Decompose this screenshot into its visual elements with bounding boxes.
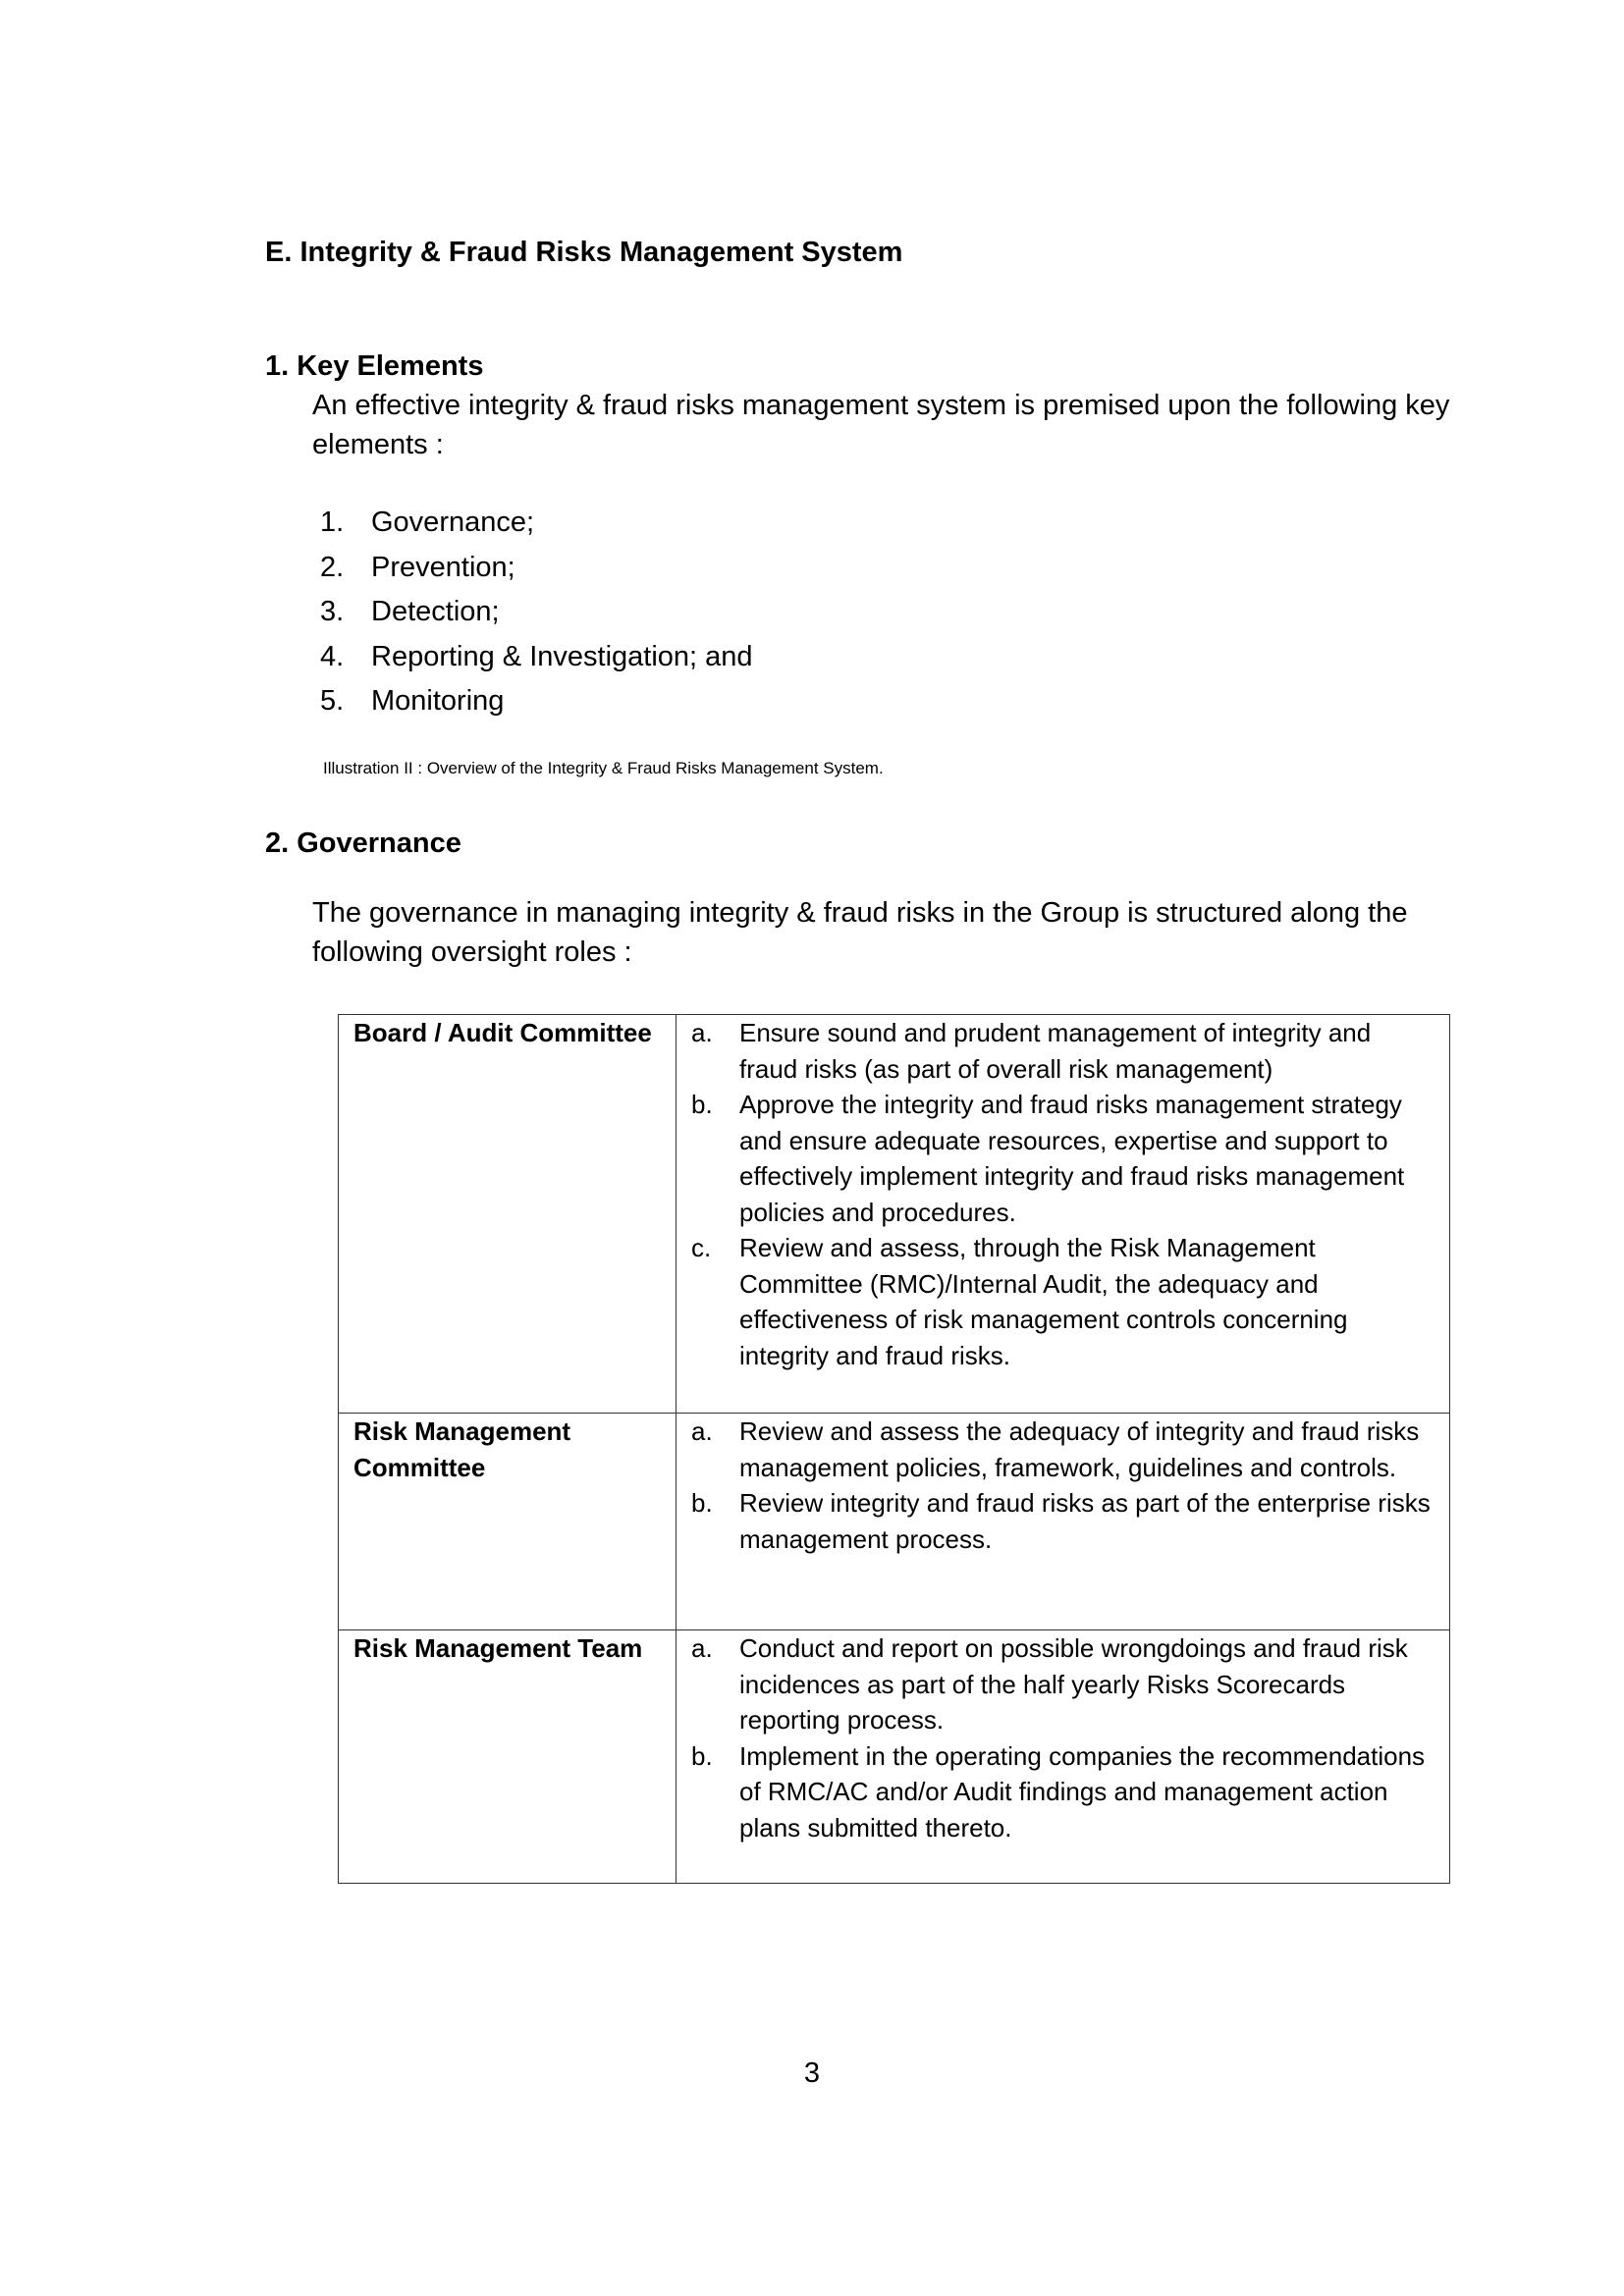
table-row (339, 1414, 1450, 1630)
governance-roles-table (338, 1014, 1450, 1884)
key-elements-intro: An effective integrity & fraud risks management system is premised upon the following key elements : (312, 390, 1450, 460)
duty-item: c. Review and assess, through the Risk Management Committee (RMC)/Internal Audit, the adequacy and effectiveness of risk management controls concerning integrity and fraud risks. (691, 1233, 1348, 1370)
table-row (339, 1630, 1450, 1884)
duty-item: a. Conduct and report on possible wrongdoings and fraud risk incidences as part of the half yearly Risks Scorecards reporting process. (691, 1633, 1408, 1735)
table-row (339, 1015, 1450, 1414)
duties-cell (677, 1015, 1450, 1414)
duty-item: b. Implement in the operating companies the recommendations of RMC/AC and/or Audit findings and management action plans submitted thereto. (691, 1740, 1426, 1842)
duty-item: a. Review and assess the adequacy of integrity and fraud risks management policies, framework, guidelines and controls. (691, 1416, 1420, 1482)
key-elements-heading: 1. Key Elements (265, 350, 484, 382)
list-item: 5. Monitoring (320, 685, 505, 717)
list-item: 3. Detection; (320, 596, 500, 627)
governance-intro: The governance in managing integrity & fraud risks in the Group is structured along the following oversight roles : (312, 897, 1408, 968)
list-item: 2. Prevention; (320, 551, 515, 583)
role-cell: Risk Management Team (339, 1630, 677, 1884)
role-cell: Risk Management Committee (339, 1414, 677, 1630)
key-elements-list (320, 503, 753, 726)
duty-item: b. Approve the integrity and fraud risks management strategy and ensure adequate resources, expertise and support to effectively implement integrity and fraud risks management policies and procedures. (691, 1090, 1405, 1227)
list-item: 1. Governance; (320, 507, 535, 538)
governance-heading: 2. Governance (265, 828, 461, 859)
page-number: 3 (803, 2057, 821, 2089)
duty-list (677, 1414, 1432, 1557)
duty-list (677, 1015, 1432, 1373)
illustration-caption: Illustration II : Overview of the Integrity & Fraud Risks Management System. (323, 759, 884, 777)
duty-item: b. Review integrity and fraud risks as part of the enterprise risks management process. (691, 1488, 1431, 1554)
duty-list (677, 1630, 1432, 1845)
duty-item: a. Ensure sound and prudent management of integrity and fraud risks (as part of overall risk management) (691, 1018, 1372, 1084)
duties-cell (677, 1414, 1450, 1630)
role-cell: Board / Audit Committee (339, 1015, 677, 1414)
list-item: 4. Reporting & Investigation; and (320, 640, 753, 672)
duties-cell (677, 1630, 1450, 1884)
section-title: E. Integrity & Fraud Risks Management System (265, 237, 903, 268)
